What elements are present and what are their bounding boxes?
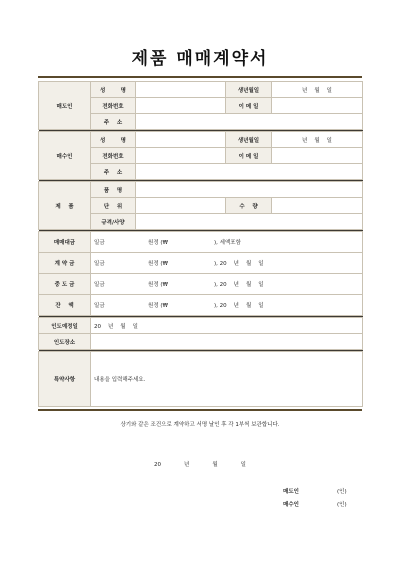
- product-unit-label: 단 위: [91, 198, 136, 214]
- payment-tail-text: ), 20 년 월 일: [214, 303, 264, 309]
- signature-role: 매도인: [283, 489, 299, 495]
- buyer-name-label: 성 명: [91, 132, 136, 148]
- payment-tail-text: ), 세액포함: [214, 240, 241, 246]
- payment-label: 매매대금: [39, 232, 91, 253]
- seller-birth-label: 생년월일: [226, 82, 272, 98]
- payment-unit-text: 원정 (₩: [148, 261, 168, 267]
- delivery-place-row: [39, 334, 363, 350]
- payment-row: [39, 274, 363, 295]
- payment-row: [39, 295, 363, 316]
- payment-amount-field[interactable]: [91, 253, 363, 274]
- payment-row: [39, 253, 363, 274]
- product-qty-label: 수 량: [226, 198, 272, 214]
- delivery-date-row: [39, 318, 363, 334]
- seller-birth-field[interactable]: 년 월 일: [272, 82, 363, 98]
- delivery-date-field[interactable]: 20 년 월 일: [91, 318, 363, 334]
- buyer-email-label: 이 메 일: [226, 148, 272, 164]
- special-terms-row: [39, 352, 363, 407]
- seller-phone-field[interactable]: [136, 98, 226, 114]
- payment-won-text: 일금: [94, 261, 105, 267]
- payment-won-text: 일금: [94, 240, 105, 246]
- product-group-label: 제 품: [39, 182, 91, 230]
- special-terms-label: 특약사항: [39, 352, 91, 407]
- seller-name-row: [39, 82, 363, 98]
- buyer-address-field[interactable]: [136, 164, 363, 180]
- payment-unit-text: 원정 (₩: [148, 282, 168, 288]
- payment-row: [39, 232, 363, 253]
- seller-name-field[interactable]: [136, 82, 226, 98]
- payment-amount-field[interactable]: [91, 295, 363, 316]
- seal-mark: (인): [337, 489, 347, 495]
- payment-label: 잔 액: [39, 295, 91, 316]
- payment-tail-text: ), 20 년 월 일: [214, 282, 264, 288]
- buyer-address-label: 주 소: [91, 164, 136, 180]
- buyer-birth-label: 생년월일: [226, 132, 272, 148]
- agreement-notice: 상기와 같은 조건으로 계약하고 서명 날인 후 각 1부씩 보관합니다.: [120, 422, 280, 428]
- buyer-birth-field[interactable]: 년 월 일: [272, 132, 363, 148]
- product-spec-field[interactable]: [136, 214, 363, 230]
- buyer-phone-label: 전화번호: [91, 148, 136, 164]
- buyer-name-field[interactable]: [136, 132, 226, 148]
- signature-role: 매수인: [283, 502, 299, 508]
- seller-address-field[interactable]: [136, 114, 363, 130]
- payment-won-text: 일금: [94, 303, 105, 309]
- product-name-field[interactable]: [136, 182, 363, 198]
- seller-name-label: 성 명: [91, 82, 136, 98]
- seller-email-field[interactable]: [272, 98, 363, 114]
- payment-label: 계 약 금: [39, 253, 91, 274]
- document-title: 제품 매매계약서: [131, 49, 269, 69]
- seller-email-label: 이 메 일: [226, 98, 272, 114]
- product-name-label: 품 명: [91, 182, 136, 198]
- contract-form-table: [38, 81, 363, 407]
- top-rule: [38, 76, 362, 78]
- bottom-rule: [38, 409, 362, 411]
- payment-unit-text: 원정 (₩: [148, 303, 168, 309]
- product-qty-field[interactable]: [272, 198, 363, 214]
- seller-signature-line[interactable]: [283, 487, 347, 495]
- product-name-row: [39, 182, 363, 198]
- product-unit-field[interactable]: [136, 198, 226, 214]
- special-terms-field[interactable]: 내용을 입력해주세요.: [91, 352, 363, 407]
- contract-date: 20 년 월 일: [154, 462, 246, 468]
- seal-mark: (인): [337, 502, 347, 508]
- buyer-phone-field[interactable]: [136, 148, 226, 164]
- payment-label: 중 도 금: [39, 274, 91, 295]
- payment-won-text: 일금: [94, 282, 105, 288]
- seller-group-label: 매도인: [39, 82, 91, 130]
- buyer-signature-line[interactable]: [283, 500, 347, 508]
- payment-unit-text: 원정 (₩: [148, 240, 168, 246]
- payment-amount-field[interactable]: [91, 232, 363, 253]
- buyer-group-label: 매수인: [39, 132, 91, 180]
- delivery-date-label: 인도예정일: [39, 318, 91, 334]
- delivery-place-field[interactable]: [91, 334, 363, 350]
- seller-phone-label: 전화번호: [91, 98, 136, 114]
- delivery-place-label: 인도장소: [39, 334, 91, 350]
- seller-address-label: 주 소: [91, 114, 136, 130]
- payment-tail-text: ), 20 년 월 일: [214, 261, 264, 267]
- buyer-email-field[interactable]: [272, 148, 363, 164]
- buyer-name-row: [39, 132, 363, 148]
- payment-amount-field[interactable]: [91, 274, 363, 295]
- product-spec-label: 규격/사양: [91, 214, 136, 230]
